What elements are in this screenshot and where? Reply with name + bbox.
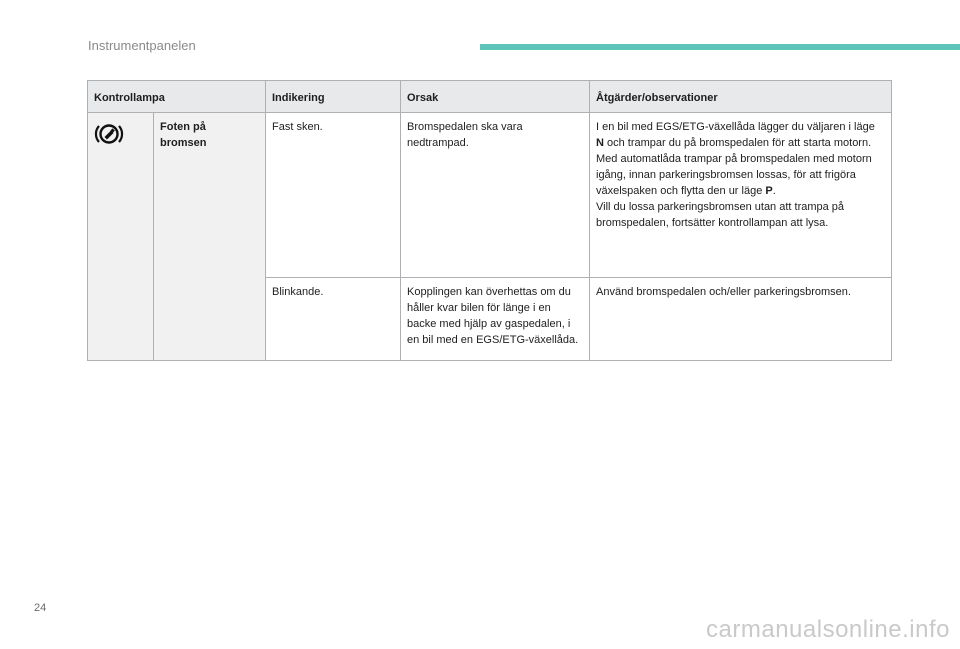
lamp-icon-cell xyxy=(88,113,154,361)
action-paragraph xyxy=(596,119,885,151)
action-paragraph: Vill du lossa parkeringsbromsen utan att trampa på bromspedalen, fortsätter kontrollampan att lysa. xyxy=(596,201,845,229)
header-accent-bar xyxy=(480,44,960,50)
lamp-name-cell xyxy=(154,113,266,361)
column-header-indikering: Indikering xyxy=(266,81,401,113)
lamp-name-line1: Foten på xyxy=(160,121,206,133)
section-title: Instrumentpanelen xyxy=(88,38,196,53)
action-paragraph xyxy=(596,151,885,199)
foot-on-brake-icon xyxy=(94,119,124,154)
column-header-orsak: Orsak xyxy=(401,81,590,113)
table-row xyxy=(88,113,892,278)
action-cell: Använd bromspedalen och/eller parkeringsbromsen. xyxy=(590,278,892,361)
watermark: carmanualsonline.info xyxy=(706,616,950,643)
warning-lamp-table xyxy=(87,80,892,361)
cause-cell: Bromspedalen ska vara nedtrampad. xyxy=(401,113,590,278)
gear-position-p: P xyxy=(765,185,773,197)
action-text: . xyxy=(772,185,776,197)
action-text: och trampar du på bromspedalen för att starta motorn. xyxy=(603,137,872,149)
column-header-kontrollampa: Kontrollampa xyxy=(88,81,266,113)
page-number: 24 xyxy=(34,602,47,614)
action-text: Med automatlåda trampar på bromspedalen med motorn igång, innan parkeringsbromsen lossas, för att frigöra växelspaken och flytta den ur läge xyxy=(596,153,872,197)
gear-position-n: N xyxy=(596,137,604,149)
cause-cell: Kopplingen kan överhettas om du håller kvar bilen för länge i en backe med hjälp av gaspedalen, i en bil med en EGS/ETG-växellåda. xyxy=(401,278,590,361)
lamp-name-line2: bromsen xyxy=(160,137,207,149)
action-cell xyxy=(590,113,892,278)
table-header-row xyxy=(88,81,892,113)
action-text: I en bil med EGS/ETG-växellåda lägger du väljaren i läge xyxy=(596,121,875,133)
indication-cell: Blinkande. xyxy=(266,278,401,361)
column-header-atgarder: Åtgärder/observationer xyxy=(590,81,892,113)
indication-cell: Fast sken. xyxy=(266,113,401,278)
